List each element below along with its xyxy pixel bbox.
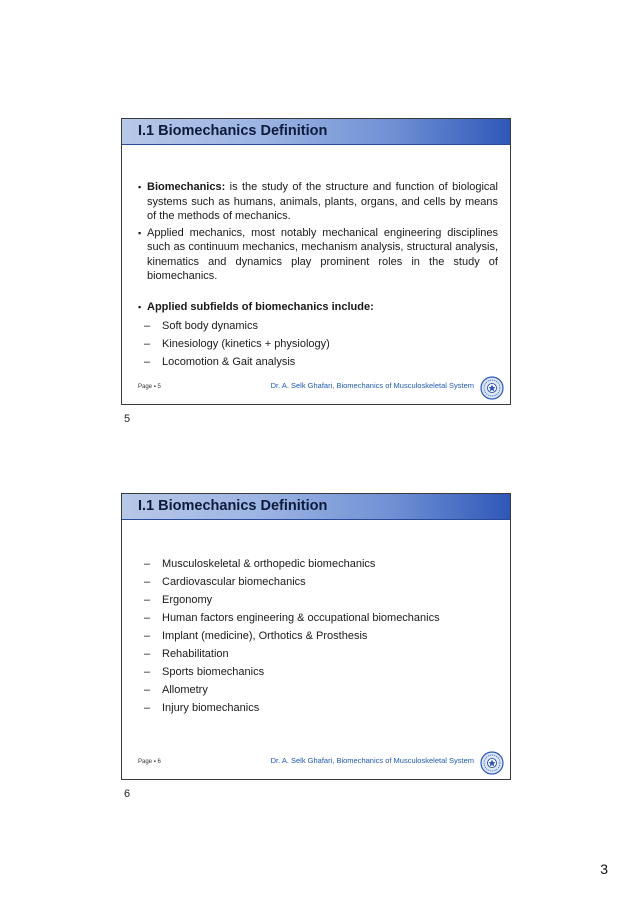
list-item: – Implant (medicine), Orthotics & Prosthesis bbox=[138, 627, 498, 645]
list-item: – Soft body dynamics bbox=[138, 317, 498, 335]
bullet-icon: ▪ bbox=[138, 182, 142, 192]
slide-body bbox=[138, 180, 498, 286]
author-credit: Dr. A. Selk Ghafari, Biomechanics of Musculoskeletal System bbox=[270, 381, 474, 390]
list-item: – Kinesiology (kinetics + physiology) bbox=[138, 335, 498, 353]
dash-icon: – bbox=[144, 612, 151, 624]
author-credit: Dr. A. Selk Ghafari, Biomechanics of Musculoskeletal System bbox=[270, 756, 474, 765]
slide-6 bbox=[121, 493, 511, 780]
subfields-list bbox=[138, 317, 498, 371]
paragraph-applied-mechanics bbox=[138, 226, 498, 284]
bullet-icon: ▪ bbox=[138, 227, 142, 238]
slide-number: 5 bbox=[124, 413, 131, 425]
dash-icon: – bbox=[144, 594, 151, 606]
dash-icon: – bbox=[144, 630, 151, 642]
dash-icon: – bbox=[144, 684, 151, 696]
slide-footer bbox=[122, 374, 510, 404]
list-item: – Musculoskeletal & orthopedic biomechanics bbox=[138, 555, 498, 573]
university-seal-icon bbox=[480, 376, 504, 400]
list-item: – Injury biomechanics bbox=[138, 699, 498, 717]
bullet-icon: ▪ bbox=[138, 302, 142, 312]
slide-footer bbox=[122, 749, 510, 779]
dash-icon: – bbox=[144, 337, 151, 350]
applications-list bbox=[138, 555, 498, 717]
slide-title: I.1 Biomechanics Definition bbox=[138, 498, 328, 514]
university-seal-icon bbox=[480, 751, 504, 775]
list-item: – Allometry bbox=[138, 681, 498, 699]
page-label: Page ▪ 5 bbox=[138, 384, 161, 390]
dash-icon: – bbox=[144, 648, 151, 660]
slide-header bbox=[122, 119, 510, 145]
subfields-heading-text: Applied subfields of biomechanics include: bbox=[147, 301, 374, 313]
list-item: – Sports biomechanics bbox=[138, 663, 498, 681]
list-item: – Human factors engineering & occupational biomechanics bbox=[138, 609, 498, 627]
list-item: – Cardiovascular biomechanics bbox=[138, 573, 498, 591]
dash-icon: – bbox=[144, 666, 151, 678]
applied-mechanics-text: Applied mechanics, most notably mechanical engineering disciplines such as continuum mechanics, mechanism analysis, structural analysis, kinematics and dynamics play prominent roles in the study of biomechanics. bbox=[147, 226, 498, 282]
page-number: 3 bbox=[600, 861, 608, 877]
list-item: – Rehabilitation bbox=[138, 645, 498, 663]
slide-5 bbox=[121, 118, 511, 405]
dash-icon: – bbox=[144, 558, 151, 570]
paragraph-biomechanics bbox=[138, 180, 498, 224]
slide-number: 6 bbox=[124, 788, 131, 800]
definition-text: is the study of the structure and function of biological systems such as humans, animals, plants, organs, and cells by means of the methods of mechanics. bbox=[147, 181, 498, 222]
dash-icon: – bbox=[144, 319, 151, 332]
slide-body bbox=[138, 555, 498, 717]
page-label: Page ▪ 6 bbox=[138, 759, 161, 765]
dash-icon: – bbox=[144, 355, 151, 368]
dash-icon: – bbox=[144, 702, 151, 714]
slide-title: I.1 Biomechanics Definition bbox=[138, 123, 328, 139]
subfields-section bbox=[138, 300, 498, 371]
slide-header bbox=[122, 494, 510, 520]
list-item: – Locomotion & Gait analysis bbox=[138, 353, 498, 371]
dash-icon: – bbox=[144, 576, 151, 588]
list-item: – Ergonomy bbox=[138, 591, 498, 609]
subfields-heading bbox=[138, 300, 498, 315]
term-biomechanics: Biomechanics: bbox=[147, 181, 226, 193]
